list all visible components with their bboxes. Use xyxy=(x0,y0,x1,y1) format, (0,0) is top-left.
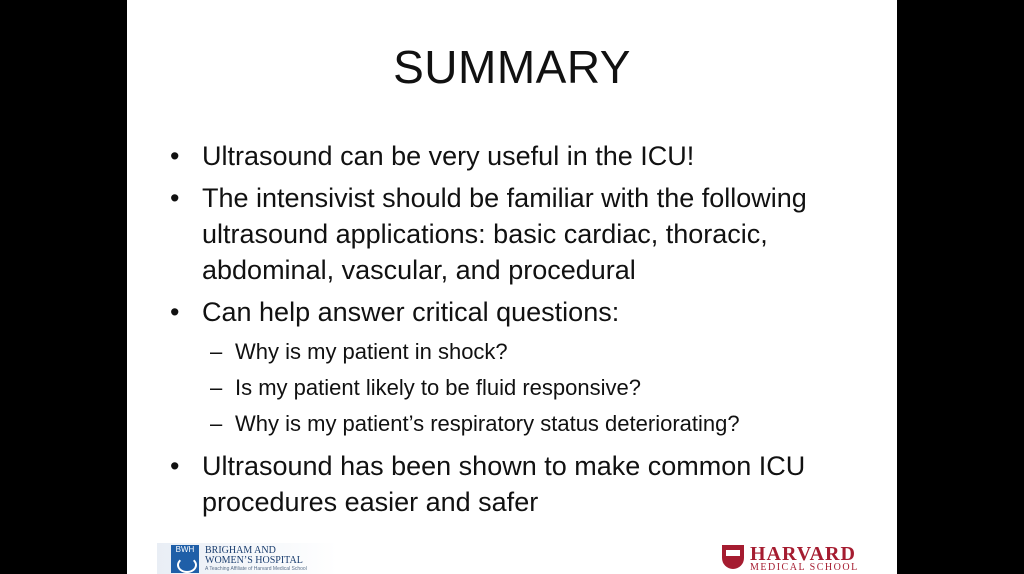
harvard-medical-school-logo xyxy=(722,545,872,574)
brigham-womens-logo xyxy=(157,543,337,574)
sub-bullet-glyph: – xyxy=(210,411,223,436)
harvard-wordmark xyxy=(750,545,859,573)
bullet-text: Can help answer critical questions: xyxy=(202,297,620,327)
bullet-text: Ultrasound can be very useful in the ICU! xyxy=(202,141,695,171)
sub-bullet-text: Why is my patient in shock? xyxy=(235,339,508,364)
bwh-line-2: WOMEN’S HOSPITAL xyxy=(205,554,303,566)
bullet-text: Ultrasound has been shown to make common ICU procedures easier and safer xyxy=(202,451,806,517)
slide-title: SUMMARY xyxy=(393,41,631,93)
bwh-wordmark xyxy=(205,546,307,572)
bullet-item xyxy=(168,180,868,288)
harvard-shield-icon xyxy=(722,545,744,569)
bullet-text: The intensivist should be familiar with the following ultrasound applications: basic cardiac, thoracic, abdominal, vascular, and procedural xyxy=(202,183,807,285)
bwh-emblem-icon xyxy=(171,545,199,573)
sub-bullet-glyph: – xyxy=(210,339,223,364)
bwh-tagline: A Teaching Affiliate of Harvard Medical School xyxy=(205,565,307,572)
sub-bullet-text: Why is my patient’s respiratory status deteriorating? xyxy=(235,411,740,436)
sub-bullet-item xyxy=(202,334,868,370)
bwh-line-1: BRIGHAM AND xyxy=(205,544,276,556)
sub-bullet-text: Is my patient likely to be fluid responsive? xyxy=(235,375,641,400)
sub-bullet-item xyxy=(202,370,868,406)
bullet-item xyxy=(168,294,868,442)
bullet-item xyxy=(168,138,868,174)
bullet-glyph: • xyxy=(170,297,180,327)
bwh-emblem-text: BWH xyxy=(175,544,195,554)
harvard-line-1: HARVARD xyxy=(750,543,856,565)
bullet-glyph: • xyxy=(170,451,180,481)
presentation-slide xyxy=(127,0,897,574)
sub-bullet-glyph: – xyxy=(210,375,223,400)
bullet-glyph: • xyxy=(170,141,180,171)
bullet-item xyxy=(168,448,868,520)
sub-bullet-item xyxy=(202,406,868,442)
harvard-line-2: MEDICAL SCHOOL xyxy=(750,562,859,573)
bullet-list xyxy=(168,138,868,526)
sub-bullet-list xyxy=(202,334,868,442)
bullet-glyph: • xyxy=(170,183,180,213)
